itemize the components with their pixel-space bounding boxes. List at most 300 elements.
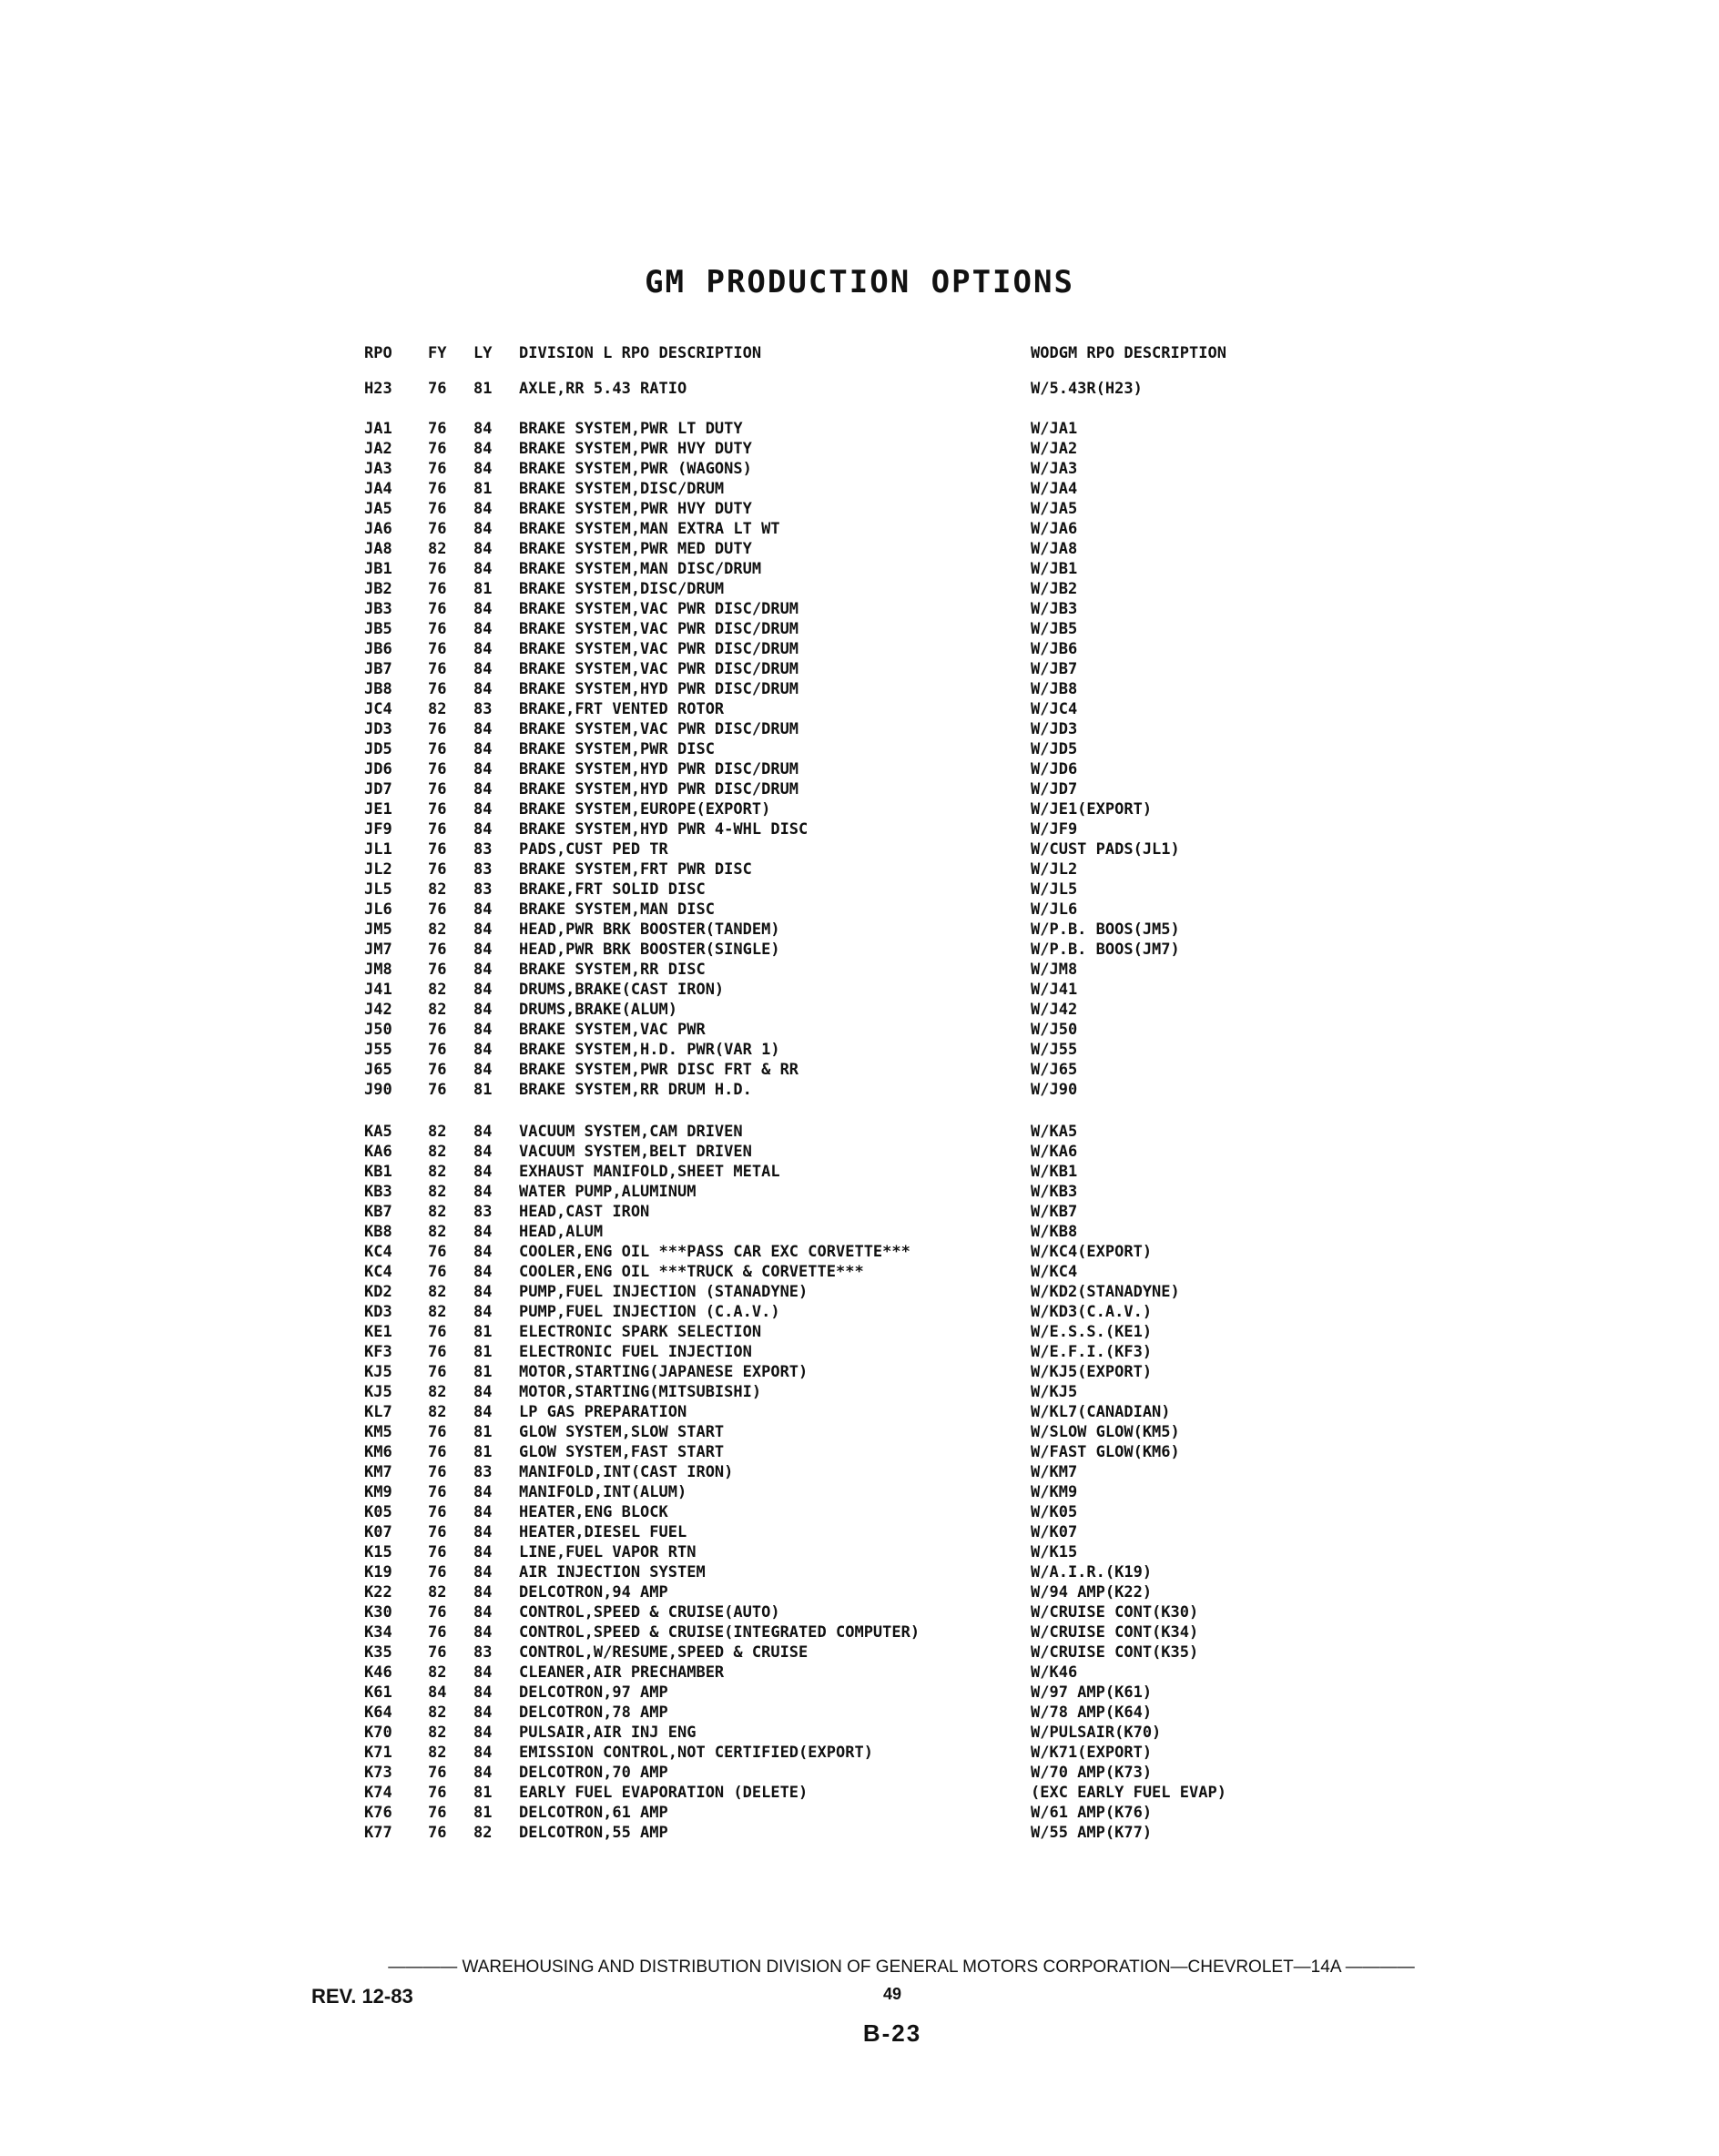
division-description: BRAKE SYSTEM,EUROPE(EXPORT) (519, 800, 771, 819)
first-year: 76 (428, 1463, 447, 1481)
wodgm-description: W/SLOW GLOW(KM5) (1031, 1423, 1180, 1441)
division-description: CONTROL,SPEED & CRUISE(INTEGRATED COMPUTER) (519, 1623, 921, 1642)
wodgm-description: W/JB2 (1031, 580, 1078, 598)
division-description: MANIFOLD,INT(CAST IRON) (519, 1463, 734, 1481)
last-year: 84 (473, 1603, 493, 1622)
rpo-code: JF9 (364, 820, 392, 839)
first-year: 76 (428, 740, 447, 758)
first-year: 76 (428, 1243, 447, 1261)
rpo-code: JB8 (364, 680, 392, 698)
last-year: 84 (473, 620, 493, 638)
wodgm-description: W/JM8 (1031, 961, 1078, 979)
division-description: BRAKE SYSTEM,HYD PWR DISC/DRUM (519, 780, 799, 798)
wodgm-description: W/KA5 (1031, 1123, 1078, 1141)
first-year: 82 (428, 1223, 447, 1241)
division-description: GLOW SYSTEM,FAST START (519, 1443, 725, 1461)
last-year: 81 (473, 580, 493, 598)
first-year: 76 (428, 780, 447, 798)
rpo-code: KM5 (364, 1423, 392, 1441)
wodgm-description: W/JB7 (1031, 660, 1078, 678)
wodgm-description: W/K07 (1031, 1523, 1078, 1541)
last-year: 81 (473, 1423, 493, 1441)
first-year: 82 (428, 1703, 447, 1722)
rpo-code: K71 (364, 1744, 392, 1762)
division-description: BRAKE SYSTEM,PWR HVY DUTY (519, 500, 752, 518)
rpo-code: KB1 (364, 1163, 392, 1181)
rpo-code: KB3 (364, 1183, 392, 1201)
rpo-code: JA8 (364, 540, 392, 558)
rpo-code: JM5 (364, 920, 392, 939)
first-year: 76 (428, 1323, 447, 1341)
rpo-code: J42 (364, 1001, 392, 1019)
wodgm-description: W/J41 (1031, 981, 1078, 999)
wodgm-description: W/J90 (1031, 1081, 1078, 1099)
wodgm-description: W/KC4 (1031, 1263, 1078, 1281)
first-year: 76 (428, 1563, 447, 1581)
last-year: 84 (473, 1223, 493, 1241)
wodgm-description: W/KM7 (1031, 1463, 1078, 1481)
last-year: 83 (473, 1643, 493, 1662)
rpo-code: JE1 (364, 800, 392, 819)
first-year: 76 (428, 1603, 447, 1622)
last-year: 84 (473, 920, 493, 939)
last-year: 84 (473, 1744, 493, 1762)
wodgm-description: W/JA1 (1031, 420, 1078, 438)
first-year: 76 (428, 1764, 447, 1782)
division-description: BRAKE SYSTEM,PWR HVY DUTY (519, 440, 752, 458)
last-year: 84 (473, 500, 493, 518)
last-year: 84 (473, 640, 493, 658)
last-year: 83 (473, 1463, 493, 1481)
division-description: AXLE,RR 5.43 RATIO (519, 380, 687, 398)
wodgm-description: W/KB3 (1031, 1183, 1078, 1201)
section-number: B-23 (862, 2019, 922, 2047)
wodgm-description: W/KJ5 (1031, 1383, 1078, 1401)
rpo-code: J65 (364, 1061, 392, 1079)
division-description: BRAKE SYSTEM,PWR DISC FRT & RR (519, 1061, 799, 1079)
division-description: MANIFOLD,INT(ALUM) (519, 1483, 687, 1501)
last-year: 84 (473, 1663, 493, 1682)
rpo-code: JA5 (364, 500, 392, 518)
rpo-code: K19 (364, 1563, 392, 1581)
first-year: 82 (428, 1383, 447, 1401)
last-year: 84 (473, 540, 493, 558)
first-year: 82 (428, 981, 447, 999)
last-year: 84 (473, 1403, 493, 1421)
first-year: 82 (428, 1663, 447, 1682)
last-year: 81 (473, 1804, 493, 1822)
last-year: 84 (473, 1583, 493, 1602)
wodgm-description: W/KB8 (1031, 1223, 1078, 1241)
first-year: 76 (428, 1041, 447, 1059)
first-year: 82 (428, 1303, 447, 1321)
last-year: 84 (473, 1143, 493, 1161)
division-description: BRAKE SYSTEM,HYD PWR DISC/DRUM (519, 760, 799, 778)
rpo-code: JD6 (364, 760, 392, 778)
last-year: 84 (473, 1061, 493, 1079)
wodgm-description: W/E.F.I.(KF3) (1031, 1343, 1153, 1361)
division-description: BRAKE SYSTEM,HYD PWR DISC/DRUM (519, 680, 799, 698)
division-description: MOTOR,STARTING(JAPANESE EXPORT) (519, 1363, 809, 1381)
wodgm-description: W/JD7 (1031, 780, 1078, 798)
division-description: BRAKE SYSTEM,VAC PWR DISC/DRUM (519, 600, 799, 618)
first-year: 76 (428, 1543, 447, 1561)
rpo-code: JB3 (364, 600, 392, 618)
division-description: GLOW SYSTEM,SLOW START (519, 1423, 725, 1441)
last-year: 83 (473, 860, 493, 879)
last-year: 84 (473, 420, 493, 438)
division-description: HEAD,PWR BRK BOOSTER(TANDEM) (519, 920, 780, 939)
last-year: 84 (473, 1623, 493, 1642)
rpo-code: KB8 (364, 1223, 392, 1241)
first-year: 76 (428, 1523, 447, 1541)
first-year: 76 (428, 660, 447, 678)
last-year: 84 (473, 1183, 493, 1201)
wodgm-description: W/KC4(EXPORT) (1031, 1243, 1153, 1261)
last-year: 82 (473, 1824, 493, 1842)
division-description: HEAD,CAST IRON (519, 1203, 650, 1221)
wodgm-description: W/K71(EXPORT) (1031, 1744, 1153, 1762)
wodgm-description: W/JA6 (1031, 520, 1078, 538)
division-description: AIR INJECTION SYSTEM (519, 1563, 706, 1581)
first-year: 76 (428, 380, 447, 398)
first-year: 82 (428, 1744, 447, 1762)
division-description: DELCOTRON,61 AMP (519, 1804, 668, 1822)
first-year: 82 (428, 1403, 447, 1421)
rpo-code: KB7 (364, 1203, 392, 1221)
first-year: 82 (428, 1583, 447, 1602)
wodgm-description: W/JL5 (1031, 880, 1078, 899)
first-year: 76 (428, 460, 447, 478)
header-rpo: RPO (364, 344, 392, 362)
division-description: HEATER,ENG BLOCK (519, 1503, 668, 1521)
division-description: DELCOTRON,70 AMP (519, 1764, 668, 1782)
rpo-code: KM6 (364, 1443, 392, 1461)
first-year: 82 (428, 1724, 447, 1742)
rpo-code: K74 (364, 1784, 392, 1802)
page-number: 49 (882, 1985, 902, 2003)
division-description: PUMP,FUEL INJECTION (C.A.V.) (519, 1303, 780, 1321)
division-description: CONTROL,SPEED & CRUISE(AUTO) (519, 1603, 780, 1622)
division-description: DELCOTRON,94 AMP (519, 1583, 668, 1602)
wodgm-description: W/78 AMP(K64) (1031, 1703, 1153, 1722)
wodgm-description: W/KB1 (1031, 1163, 1078, 1181)
rpo-code: JB5 (364, 620, 392, 638)
rpo-code: KJ5 (364, 1363, 392, 1381)
wodgm-description: W/JB3 (1031, 600, 1078, 618)
rpo-code: KC4 (364, 1263, 392, 1281)
page-title: GM PRODUCTION OPTIONS (645, 264, 1074, 300)
wodgm-description: W/JD5 (1031, 740, 1078, 758)
division-description: COOLER,ENG OIL ***PASS CAR EXC CORVETTE*** (519, 1243, 910, 1261)
wodgm-description: W/70 AMP(K73) (1031, 1764, 1153, 1782)
first-year: 76 (428, 820, 447, 839)
last-year: 84 (473, 1283, 493, 1301)
division-description: DRUMS,BRAKE(ALUM) (519, 1001, 677, 1019)
rpo-code: K30 (364, 1603, 392, 1622)
rpo-code: KJ5 (364, 1383, 392, 1401)
last-year: 84 (473, 1483, 493, 1501)
last-year: 83 (473, 700, 493, 718)
first-year: 76 (428, 1443, 447, 1461)
division-description: BRAKE SYSTEM,PWR LT DUTY (519, 420, 743, 438)
wodgm-description: W/KJ5(EXPORT) (1031, 1363, 1153, 1381)
rpo-code: JM8 (364, 961, 392, 979)
rpo-code: JA2 (364, 440, 392, 458)
last-year: 83 (473, 880, 493, 899)
rpo-code: K76 (364, 1804, 392, 1822)
last-year: 84 (473, 1703, 493, 1722)
last-year: 84 (473, 800, 493, 819)
rpo-code: K46 (364, 1663, 392, 1682)
wodgm-description: W/KL7(CANADIAN) (1031, 1403, 1171, 1421)
rpo-code: JL6 (364, 900, 392, 919)
division-description: DELCOTRON,78 AMP (519, 1703, 668, 1722)
wodgm-description: W/61 AMP(K76) (1031, 1804, 1153, 1822)
wodgm-description: W/CRUISE CONT(K30) (1031, 1603, 1199, 1622)
rpo-code: K07 (364, 1523, 392, 1541)
rpo-code: K77 (364, 1824, 392, 1842)
rpo-code: JC4 (364, 700, 392, 718)
division-description: HEAD,PWR BRK BOOSTER(SINGLE) (519, 941, 780, 959)
division-description: DELCOTRON,55 AMP (519, 1824, 668, 1842)
last-year: 84 (473, 1021, 493, 1039)
header-wodgm-description: WODGM RPO DESCRIPTION (1031, 344, 1226, 362)
last-year: 81 (473, 1363, 493, 1381)
division-description: COOLER,ENG OIL ***TRUCK & CORVETTE*** (519, 1263, 864, 1281)
division-description: HEATER,DIESEL FUEL (519, 1523, 687, 1541)
wodgm-description: W/J55 (1031, 1041, 1078, 1059)
wodgm-description: W/KD2(STANADYNE) (1031, 1283, 1180, 1301)
division-description: CONTROL,W/RESUME,SPEED & CRUISE (519, 1643, 809, 1662)
first-year: 76 (428, 1804, 447, 1822)
division-description: LINE,FUEL VAPOR RTN (519, 1543, 697, 1561)
division-description: BRAKE SYSTEM,DISC/DRUM (519, 480, 725, 498)
wodgm-description: W/JA2 (1031, 440, 1078, 458)
last-year: 84 (473, 1383, 493, 1401)
first-year: 76 (428, 1061, 447, 1079)
wodgm-description: W/P.B. BOOS(JM5) (1031, 920, 1180, 939)
wodgm-description: W/J42 (1031, 1001, 1078, 1019)
division-description: BRAKE SYSTEM,FRT PWR DISC (519, 860, 752, 879)
first-year: 76 (428, 860, 447, 879)
first-year: 76 (428, 480, 447, 498)
division-description: LP GAS PREPARATION (519, 1403, 687, 1421)
wodgm-description: W/JD3 (1031, 720, 1078, 738)
rpo-code: KL7 (364, 1403, 392, 1421)
first-year: 76 (428, 500, 447, 518)
rpo-code: KM7 (364, 1463, 392, 1481)
division-description: BRAKE SYSTEM,VAC PWR DISC/DRUM (519, 660, 799, 678)
division-description: VACUUM SYSTEM,CAM DRIVEN (519, 1123, 743, 1141)
wodgm-description: (EXC EARLY FUEL EVAP) (1031, 1784, 1226, 1802)
wodgm-description: W/PULSAIR(K70) (1031, 1724, 1162, 1742)
wodgm-description: W/JD6 (1031, 760, 1078, 778)
wodgm-description: W/JA5 (1031, 500, 1078, 518)
rpo-code: K15 (364, 1543, 392, 1561)
last-year: 84 (473, 900, 493, 919)
first-year: 76 (428, 900, 447, 919)
first-year: 82 (428, 1143, 447, 1161)
rpo-code: K64 (364, 1703, 392, 1722)
footer-text: WAREHOUSING AND DISTRIBUTION DIVISION OF GENERAL MOTORS CORPORATION—CHEVROLET—14A (462, 1958, 1341, 1977)
wodgm-description: W/JF9 (1031, 820, 1078, 839)
first-year: 76 (428, 1784, 447, 1802)
rpo-code: J50 (364, 1021, 392, 1039)
wodgm-description: W/JL2 (1031, 860, 1078, 879)
wodgm-description: W/P.B. BOOS(JM7) (1031, 941, 1180, 959)
header-ly: LY (473, 344, 493, 362)
first-year: 76 (428, 580, 447, 598)
wodgm-description: W/CUST PADS(JL1) (1031, 840, 1180, 859)
rpo-code: JM7 (364, 941, 392, 959)
last-year: 84 (473, 1523, 493, 1541)
rpo-code: KF3 (364, 1343, 392, 1361)
rpo-code: K34 (364, 1623, 392, 1642)
last-year: 83 (473, 840, 493, 859)
division-description: BRAKE SYSTEM,DISC/DRUM (519, 580, 725, 598)
last-year: 84 (473, 440, 493, 458)
first-year: 76 (428, 1363, 447, 1381)
last-year: 84 (473, 520, 493, 538)
division-description: BRAKE SYSTEM,VAC PWR DISC/DRUM (519, 720, 799, 738)
division-description: BRAKE SYSTEM,PWR DISC (519, 740, 715, 758)
first-year: 76 (428, 800, 447, 819)
rpo-code: JL2 (364, 860, 392, 879)
division-description: BRAKE SYSTEM,H.D. PWR(VAR 1) (519, 1041, 780, 1059)
last-year: 81 (473, 1081, 493, 1099)
last-year: 81 (473, 1323, 493, 1341)
last-year: 84 (473, 1001, 493, 1019)
rpo-code: JB1 (364, 560, 392, 578)
division-description: BRAKE SYSTEM,MAN DISC/DRUM (519, 560, 762, 578)
last-year: 84 (473, 1683, 493, 1702)
division-description: PUMP,FUEL INJECTION (STANADYNE) (519, 1283, 809, 1301)
last-year: 84 (473, 1263, 493, 1281)
division-description: DELCOTRON,97 AMP (519, 1683, 668, 1702)
division-description: BRAKE SYSTEM,VAC PWR (519, 1021, 706, 1039)
wodgm-description: W/CRUISE CONT(K35) (1031, 1643, 1199, 1662)
rpo-code: J55 (364, 1041, 392, 1059)
division-description: BRAKE,FRT VENTED ROTOR (519, 700, 725, 718)
rpo-code: K73 (364, 1764, 392, 1782)
wodgm-description: W/JL6 (1031, 900, 1078, 919)
rpo-code: JL1 (364, 840, 392, 859)
wodgm-description: W/E.S.S.(KE1) (1031, 1323, 1153, 1341)
division-description: CLEANER,AIR PRECHAMBER (519, 1663, 725, 1682)
last-year: 84 (473, 820, 493, 839)
first-year: 76 (428, 1343, 447, 1361)
division-description: BRAKE SYSTEM,HYD PWR 4-WHL DISC (519, 820, 809, 839)
last-year: 84 (473, 460, 493, 478)
rpo-code: J41 (364, 981, 392, 999)
header-division-description: DIVISION L RPO DESCRIPTION (519, 344, 762, 362)
division-description: DRUMS,BRAKE(CAST IRON) (519, 981, 725, 999)
wodgm-description: W/KM9 (1031, 1483, 1078, 1501)
division-description: EXHAUST MANIFOLD,SHEET METAL (519, 1163, 780, 1181)
rpo-code: KE1 (364, 1323, 392, 1341)
first-year: 76 (428, 1483, 447, 1501)
wodgm-description: W/JC4 (1031, 700, 1078, 718)
division-description: BRAKE SYSTEM,VAC PWR DISC/DRUM (519, 640, 799, 658)
rpo-code: KD2 (364, 1283, 392, 1301)
rpo-code: K35 (364, 1643, 392, 1662)
wodgm-description: W/JA3 (1031, 460, 1078, 478)
wodgm-description: W/K05 (1031, 1503, 1078, 1521)
last-year: 84 (473, 1764, 493, 1782)
first-year: 82 (428, 700, 447, 718)
last-year: 84 (473, 1543, 493, 1561)
first-year: 76 (428, 1824, 447, 1842)
wodgm-description: W/55 AMP(K77) (1031, 1824, 1153, 1842)
revision-date: REV. 12-83 (311, 1985, 413, 2008)
rpo-code: KA6 (364, 1143, 392, 1161)
last-year: 84 (473, 780, 493, 798)
division-description: EARLY FUEL EVAPORATION (DELETE) (519, 1784, 809, 1802)
last-year: 84 (473, 1563, 493, 1581)
last-year: 84 (473, 961, 493, 979)
rpo-code: JD7 (364, 780, 392, 798)
division-description: BRAKE SYSTEM,PWR MED DUTY (519, 540, 752, 558)
rpo-code: K61 (364, 1683, 392, 1702)
last-year: 81 (473, 1443, 493, 1461)
wodgm-description: W/K46 (1031, 1663, 1078, 1682)
first-year: 76 (428, 1423, 447, 1441)
rpo-code: KM9 (364, 1483, 392, 1501)
rpo-code: KC4 (364, 1243, 392, 1261)
last-year: 84 (473, 1243, 493, 1261)
wodgm-description: W/5.43R(H23) (1031, 380, 1143, 398)
division-description: WATER PUMP,ALUMINUM (519, 1183, 697, 1201)
last-year: 84 (473, 941, 493, 959)
first-year: 82 (428, 540, 447, 558)
first-year: 76 (428, 1623, 447, 1642)
rpo-code: K22 (364, 1583, 392, 1602)
last-year: 81 (473, 480, 493, 498)
rpo-code: JB7 (364, 660, 392, 678)
wodgm-description: W/97 AMP(K61) (1031, 1683, 1153, 1702)
wodgm-description: W/JB8 (1031, 680, 1078, 698)
last-year: 83 (473, 1203, 493, 1221)
first-year: 76 (428, 680, 447, 698)
wodgm-description: W/JA4 (1031, 480, 1078, 498)
last-year: 84 (473, 740, 493, 758)
last-year: 81 (473, 380, 493, 398)
first-year: 76 (428, 420, 447, 438)
first-year: 76 (428, 941, 447, 959)
first-year: 82 (428, 1203, 447, 1221)
division-description: BRAKE SYSTEM,RR DISC (519, 961, 706, 979)
first-year: 76 (428, 1643, 447, 1662)
first-year: 76 (428, 640, 447, 658)
last-year: 84 (473, 1163, 493, 1181)
division-description: BRAKE SYSTEM,MAN DISC (519, 900, 715, 919)
division-description: PADS,CUST PED TR (519, 840, 668, 859)
rpo-code: K05 (364, 1503, 392, 1521)
wodgm-description: W/J50 (1031, 1021, 1078, 1039)
wodgm-description: W/K15 (1031, 1543, 1078, 1561)
rpo-code: K70 (364, 1724, 392, 1742)
last-year: 84 (473, 760, 493, 778)
last-year: 84 (473, 680, 493, 698)
last-year: 84 (473, 981, 493, 999)
rpo-code: JA1 (364, 420, 392, 438)
rpo-code: JA6 (364, 520, 392, 538)
first-year: 76 (428, 1263, 447, 1281)
division-description: BRAKE SYSTEM,PWR (WAGONS) (519, 460, 752, 478)
division-description: BRAKE SYSTEM,RR DRUM H.D. (519, 1081, 752, 1099)
first-year: 76 (428, 840, 447, 859)
